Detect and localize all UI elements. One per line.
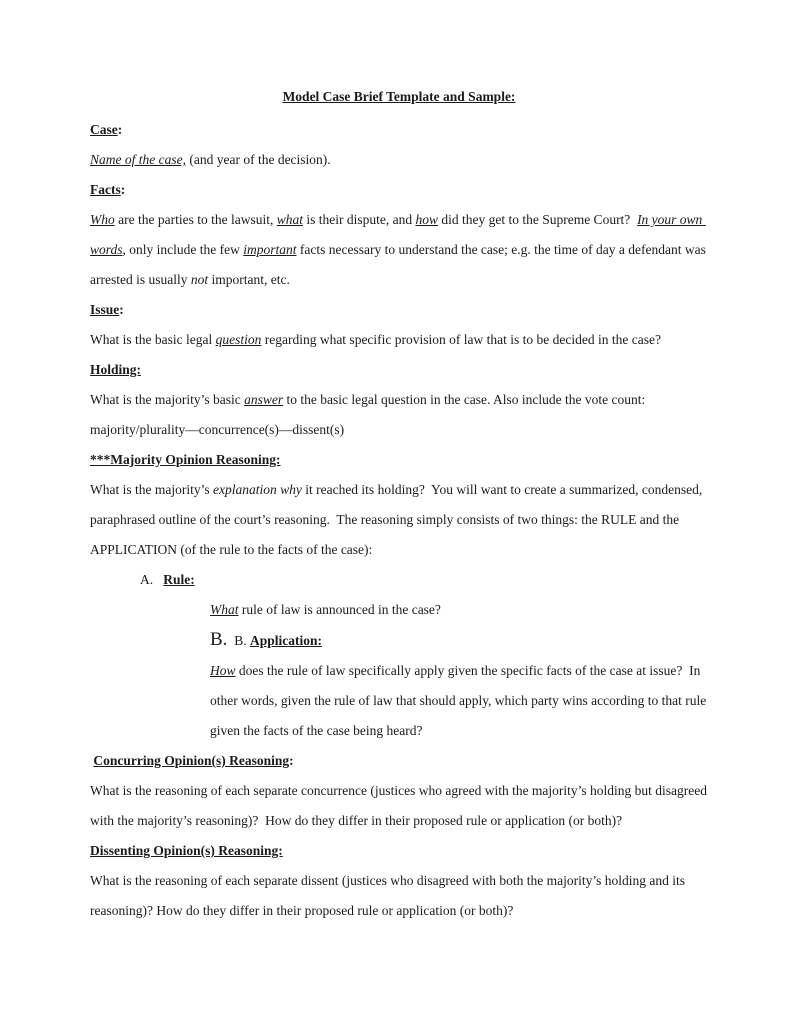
text-run: ***Majority Opinion Reasoning: xyxy=(90,452,281,467)
text-run: Dissenting Opinion(s) Reasoning: xyxy=(90,843,283,858)
para-dissenting-opinion-reasoning xyxy=(90,866,708,926)
text-run: what xyxy=(276,212,303,227)
para-application xyxy=(210,656,708,746)
text-run: What is the majority’s xyxy=(90,482,213,497)
text-run: Concurring Opinion(s) Reasoning xyxy=(93,753,290,768)
para-holding xyxy=(90,385,708,445)
text-run: facts necessary to understand the case; e.g. the time of day a defendant was arrested is usually xyxy=(90,242,710,287)
text-run: In your own words xyxy=(90,212,706,257)
text-run: What is the majority’s basic xyxy=(90,392,245,407)
text-run: answer xyxy=(244,392,284,407)
list-item-rule xyxy=(140,565,708,595)
text-run: Rule: xyxy=(163,572,195,587)
text-run: Application: xyxy=(249,633,322,648)
text-run: regarding what specific provision of law that is to be decided in the case? xyxy=(261,332,661,347)
para-majority-opinion-reasoning xyxy=(90,475,708,565)
text-run: Case xyxy=(90,122,118,137)
text-run: does the rule of law specifically apply given the specific facts of the case at issue? In other words, given the rule of law that should apply, which party wins according to that rule given the facts of the case being heard? xyxy=(210,663,710,738)
text-run: rule of law is announced in the case? xyxy=(238,602,441,617)
text-run: , only include the few xyxy=(122,242,244,257)
text-run: how xyxy=(415,212,438,227)
text-run: question xyxy=(215,332,262,347)
heading-issue xyxy=(90,295,708,325)
para-concurring-opinion-reasoning xyxy=(90,776,711,836)
para-rule xyxy=(210,595,708,625)
text-run: What xyxy=(210,602,239,617)
text-run: What is the reasoning of each separate concurrence (justices who agreed with the majority’s holding but disagreed with the majority’s reasoning)? How do they differ in their proposed rule or application (or both)? xyxy=(90,783,711,828)
heading-case xyxy=(90,115,708,145)
text-run: Issue xyxy=(90,302,120,317)
heading-facts xyxy=(90,175,708,205)
text-run: What is the basic legal xyxy=(90,332,216,347)
heading-holding xyxy=(90,355,708,385)
text-run: Who xyxy=(90,212,115,227)
text-run: B. xyxy=(210,629,228,650)
text-run: B. xyxy=(227,633,250,648)
document-body xyxy=(90,115,711,926)
para-facts xyxy=(90,205,708,295)
heading-concurring-opinion-reasoning xyxy=(90,746,708,776)
document-title xyxy=(90,82,708,112)
text-run: : xyxy=(120,182,126,197)
text-run: (and year of the decision). xyxy=(185,152,331,167)
text-run: important, etc. xyxy=(208,272,290,287)
text-run: to the basic legal question in the case. Also include the vote count: majority/plurality—concurrence(s)—dissent(s) xyxy=(90,392,649,437)
text-run: Facts xyxy=(90,182,121,197)
list-item-application xyxy=(210,625,708,656)
heading-dissenting-opinion-reasoning xyxy=(90,836,708,866)
text-run: Model Case Brief Template and Sample: xyxy=(282,89,516,104)
text-run: A. xyxy=(140,572,164,587)
para-case-name xyxy=(90,145,708,175)
para-issue xyxy=(90,325,708,355)
text-run: are the parties to the lawsuit, xyxy=(114,212,277,227)
text-run: is their dispute, and xyxy=(302,212,416,227)
text-run: : xyxy=(119,302,124,317)
text-run: Holding: xyxy=(90,362,142,377)
text-run: not xyxy=(190,272,209,287)
text-run: did they get to the Supreme Court? xyxy=(437,212,638,227)
text-run: it reached its holding? You will want to create a summarized, condensed, paraphrased outline of the court’s reasoning. The reasoning simply consists of two things: the RULE and the APPLICATION (of the rule to the facts of the case): xyxy=(90,482,706,557)
text-run: important xyxy=(243,242,297,257)
text-run: Name of the case, xyxy=(90,152,186,167)
text-run: What is the reasoning of each separate dissent (justices who disagreed with both the majority’s holding and its reasoning)? How do they differ in their proposed rule or application (or both)? xyxy=(90,873,689,918)
text-run: : xyxy=(289,753,294,768)
heading-majority-opinion-reasoning xyxy=(90,445,708,475)
text-run: : xyxy=(117,122,123,137)
text-run: How xyxy=(210,663,236,678)
text-run: explanation why xyxy=(212,482,302,497)
